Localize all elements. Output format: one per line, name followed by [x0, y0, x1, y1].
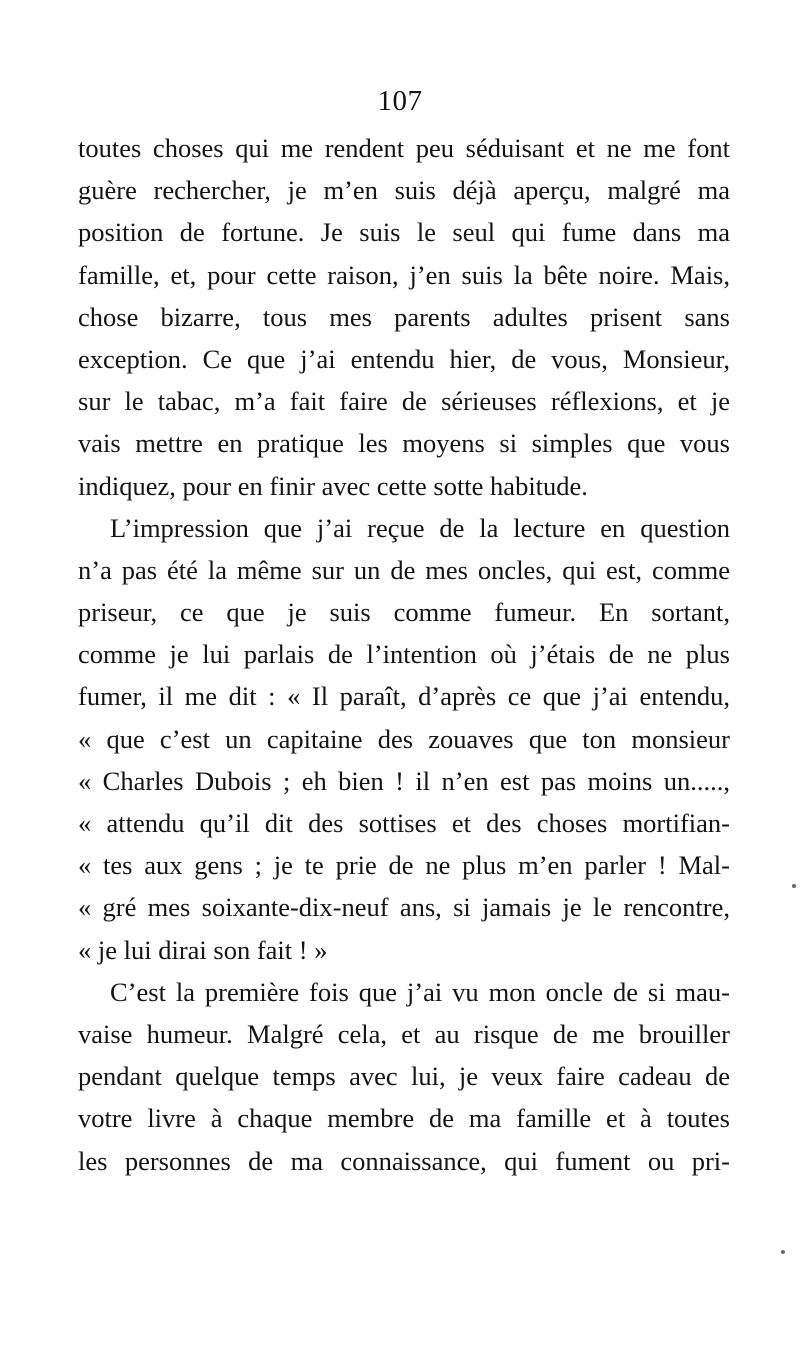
text-line: « tes aux gens ; je te prie de ne plus m’en parler ! Mal- [78, 850, 730, 881]
text-line: C’est la première fois que j’ai vu mon oncle de si mau- [110, 976, 730, 1007]
text-line: toutes choses qui me rendent peu séduisant et ne me font [78, 133, 730, 163]
text-line: comme je lui parlais de l’intention où j’étais de ne plus [78, 639, 730, 670]
text-line: pendant quelque temps avec lui, je veux faire cadeau de [78, 1061, 730, 1092]
text-line: « gré mes soixante-dix-neuf ans, si jamais je le rencontre, [78, 892, 730, 923]
text-line: n’a pas été la même sur un de mes oncles, qui est, comme [78, 554, 730, 585]
text-line: « Charles Dubois ; eh bien ! il n’en est pas moins un....., [78, 765, 730, 796]
text-line: votre livre à chaque membre de ma famille et à toutes [78, 1103, 730, 1134]
text-line: guère rechercher, je m’en suis déjà aperçu, malgré ma [78, 175, 730, 206]
ink-speck [792, 884, 796, 888]
text-line: « attendu qu’il dit des sottises et des choses mortifian- [78, 808, 730, 838]
body-text [78, 127, 730, 1182]
text-line: chose bizarre, tous mes parents adultes prisent sans [78, 301, 730, 332]
text-line: vais mettre en pratique les moyens si simples que vous [78, 428, 730, 459]
text-line: « que c’est un capitaine des zouaves que ton monsieur [78, 723, 730, 754]
text-line: sur le tabac, m’a fait faire de sérieuses réflexions, et je [78, 386, 730, 417]
page-number: 107 [377, 85, 423, 117]
ink-speck [781, 1250, 785, 1254]
text-line: L’impression que j’ai reçue de la lecture en question [110, 512, 730, 543]
text-line: priseur, ce que je suis comme fumeur. En sortant, [78, 597, 730, 628]
text-line: exception. Ce que j’ai entendu hier, de vous, Monsieur, [78, 343, 730, 374]
text-line: « je lui dirai son fait ! » [78, 934, 328, 965]
text-line: famille, et, pour cette raison, j’en suis la bête noire. Mais, [78, 259, 730, 290]
text-line: les personnes de ma connaissance, qui fument ou pri- [78, 1145, 730, 1176]
text-line: indiquez, pour en finir avec cette sotte habitude. [78, 470, 588, 501]
text-line: position de fortune. Je suis le seul qui fume dans ma [78, 217, 730, 248]
text-line: vaise humeur. Malgré cela, et au risque de me brouiller [78, 1018, 730, 1049]
text-line: fumer, il me dit : « Il paraît, d’après ce que j’ai entendu, [78, 681, 730, 712]
